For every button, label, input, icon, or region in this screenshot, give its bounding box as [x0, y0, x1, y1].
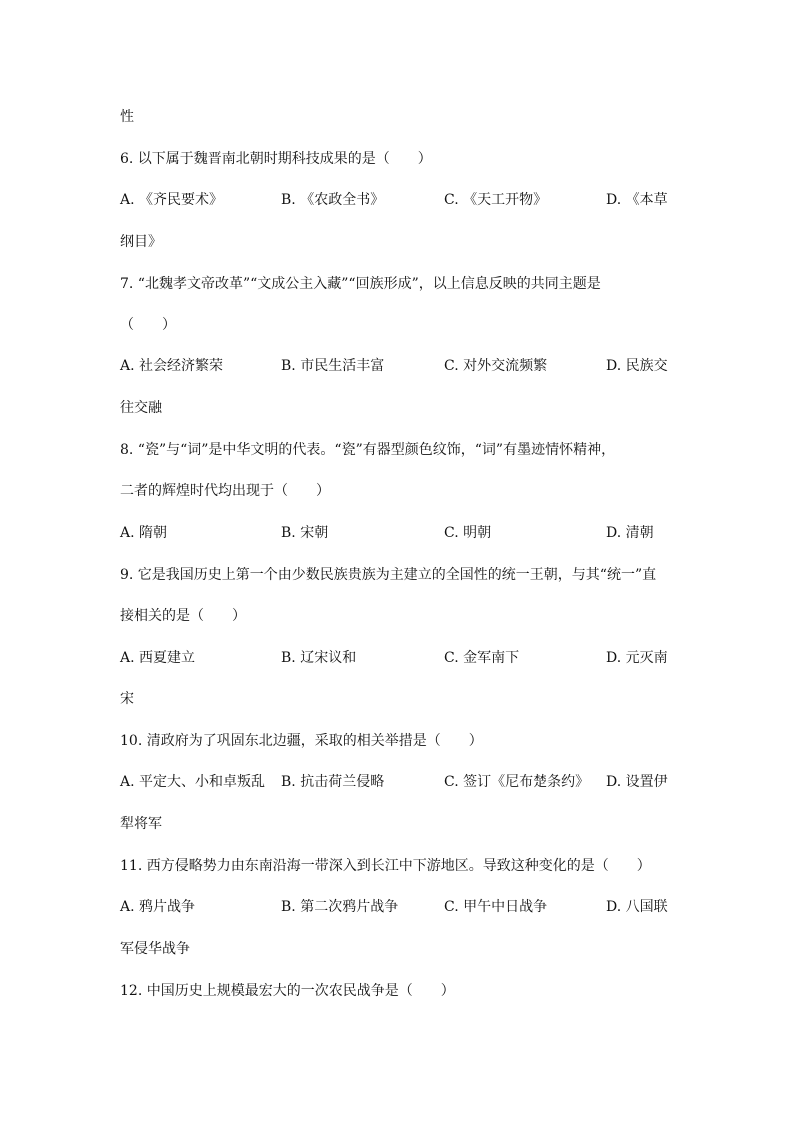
question-9-option-b: B. 辽宋议和 — [281, 650, 357, 666]
question-9-option-a: A. 西夏建立 — [120, 650, 196, 666]
question-8-options — [120, 524, 680, 542]
question-6-option-b: B. 《农政全书》 — [281, 192, 385, 208]
question-10-option-a: A. 平定大、小和卓叛乱 — [120, 774, 266, 790]
question-9-option-d: D. 元灭南 — [606, 650, 668, 666]
question-10-options — [120, 773, 680, 791]
question-6-option-c: C. 《天工开物》 — [444, 192, 548, 208]
question-10-option-c: C. 签订《尼布楚条约》 — [444, 774, 590, 790]
question-7-stem: 7. “北魏孝文帝改革”“文成公主入藏”“回族形成”，以上信息反映的共同主题是 — [120, 276, 601, 292]
question-7-option-d: D. 民族交 — [606, 358, 668, 374]
question-8-stem-line-2: 二者的辉煌时代均出现于（ ） — [120, 483, 330, 499]
question-6-option-d-continued: 纲目》 — [120, 234, 162, 250]
question-7-option-c: C. 对外交流频繁 — [444, 358, 548, 374]
question-8-option-c: C. 明朝 — [444, 525, 492, 541]
question-9-stem: 9. 它是我国历史上第一个由少数民族贵族为主建立的全国性的统一王朝，与其“统一”直 — [120, 567, 657, 583]
question-7-option-d-continued: 往交融 — [120, 400, 162, 416]
question-11-options — [120, 898, 680, 916]
question-11-option-d: D. 八国联 — [606, 899, 668, 915]
question-9-option-d-continued: 宋 — [120, 691, 134, 707]
question-8-option-b: B. 宋朝 — [281, 525, 329, 541]
question-8-option-d: D. 清朝 — [606, 525, 654, 541]
question-11-option-d-continued: 军侵华战争 — [120, 941, 190, 957]
question-10-option-b: B. 抗击荷兰侵略 — [281, 774, 385, 790]
question-9-options — [120, 649, 680, 667]
question-6-stem: 6. 以下属于魏晋南北朝时期科技成果的是（ ） — [120, 151, 432, 167]
question-7-options — [120, 357, 680, 375]
question-6-option-a: A. 《齐民要术》 — [120, 192, 224, 208]
question-8-stem: 8. “瓷”与“词”是中华文明的代表。“瓷”有器型颜色纹饰，“词”有墨迹情怀精神， — [120, 442, 616, 458]
question-9-stem-line-2: 接相关的是（ ） — [120, 608, 246, 624]
question-11-option-c: C. 甲午中日战争 — [444, 899, 548, 915]
question-7-stem-line-2: （ ） — [120, 317, 176, 333]
question-11-option-b: B. 第二次鸦片战争 — [281, 899, 399, 915]
question-10-stem: 10. 清政府为了巩固东北边疆，采取的相关举措是（ ） — [120, 733, 483, 749]
question-9-option-c: C. 金军南下 — [444, 650, 520, 666]
question-12-stem: 12. 中国历史上规模最宏大的一次农民战争是（ ） — [120, 983, 455, 999]
question-7-option-a: A. 社会经济繁荣 — [120, 358, 224, 374]
question-6-option-d: D. 《本草 — [606, 192, 668, 208]
intro-continuation: 性 — [120, 109, 134, 125]
question-11-stem: 11. 西方侵略势力由东南沿海一带深入到长江中下游地区。导致这种变化的是（ ） — [120, 858, 651, 874]
question-6-options — [120, 191, 680, 209]
question-10-option-d: D. 设置伊 — [606, 774, 668, 790]
question-10-option-d-continued: 犁将军 — [120, 816, 162, 832]
question-7-option-b: B. 市民生活丰富 — [281, 358, 385, 374]
question-11-option-a: A. 鸦片战争 — [120, 899, 196, 915]
question-8-option-a: A. 隋朝 — [120, 525, 168, 541]
